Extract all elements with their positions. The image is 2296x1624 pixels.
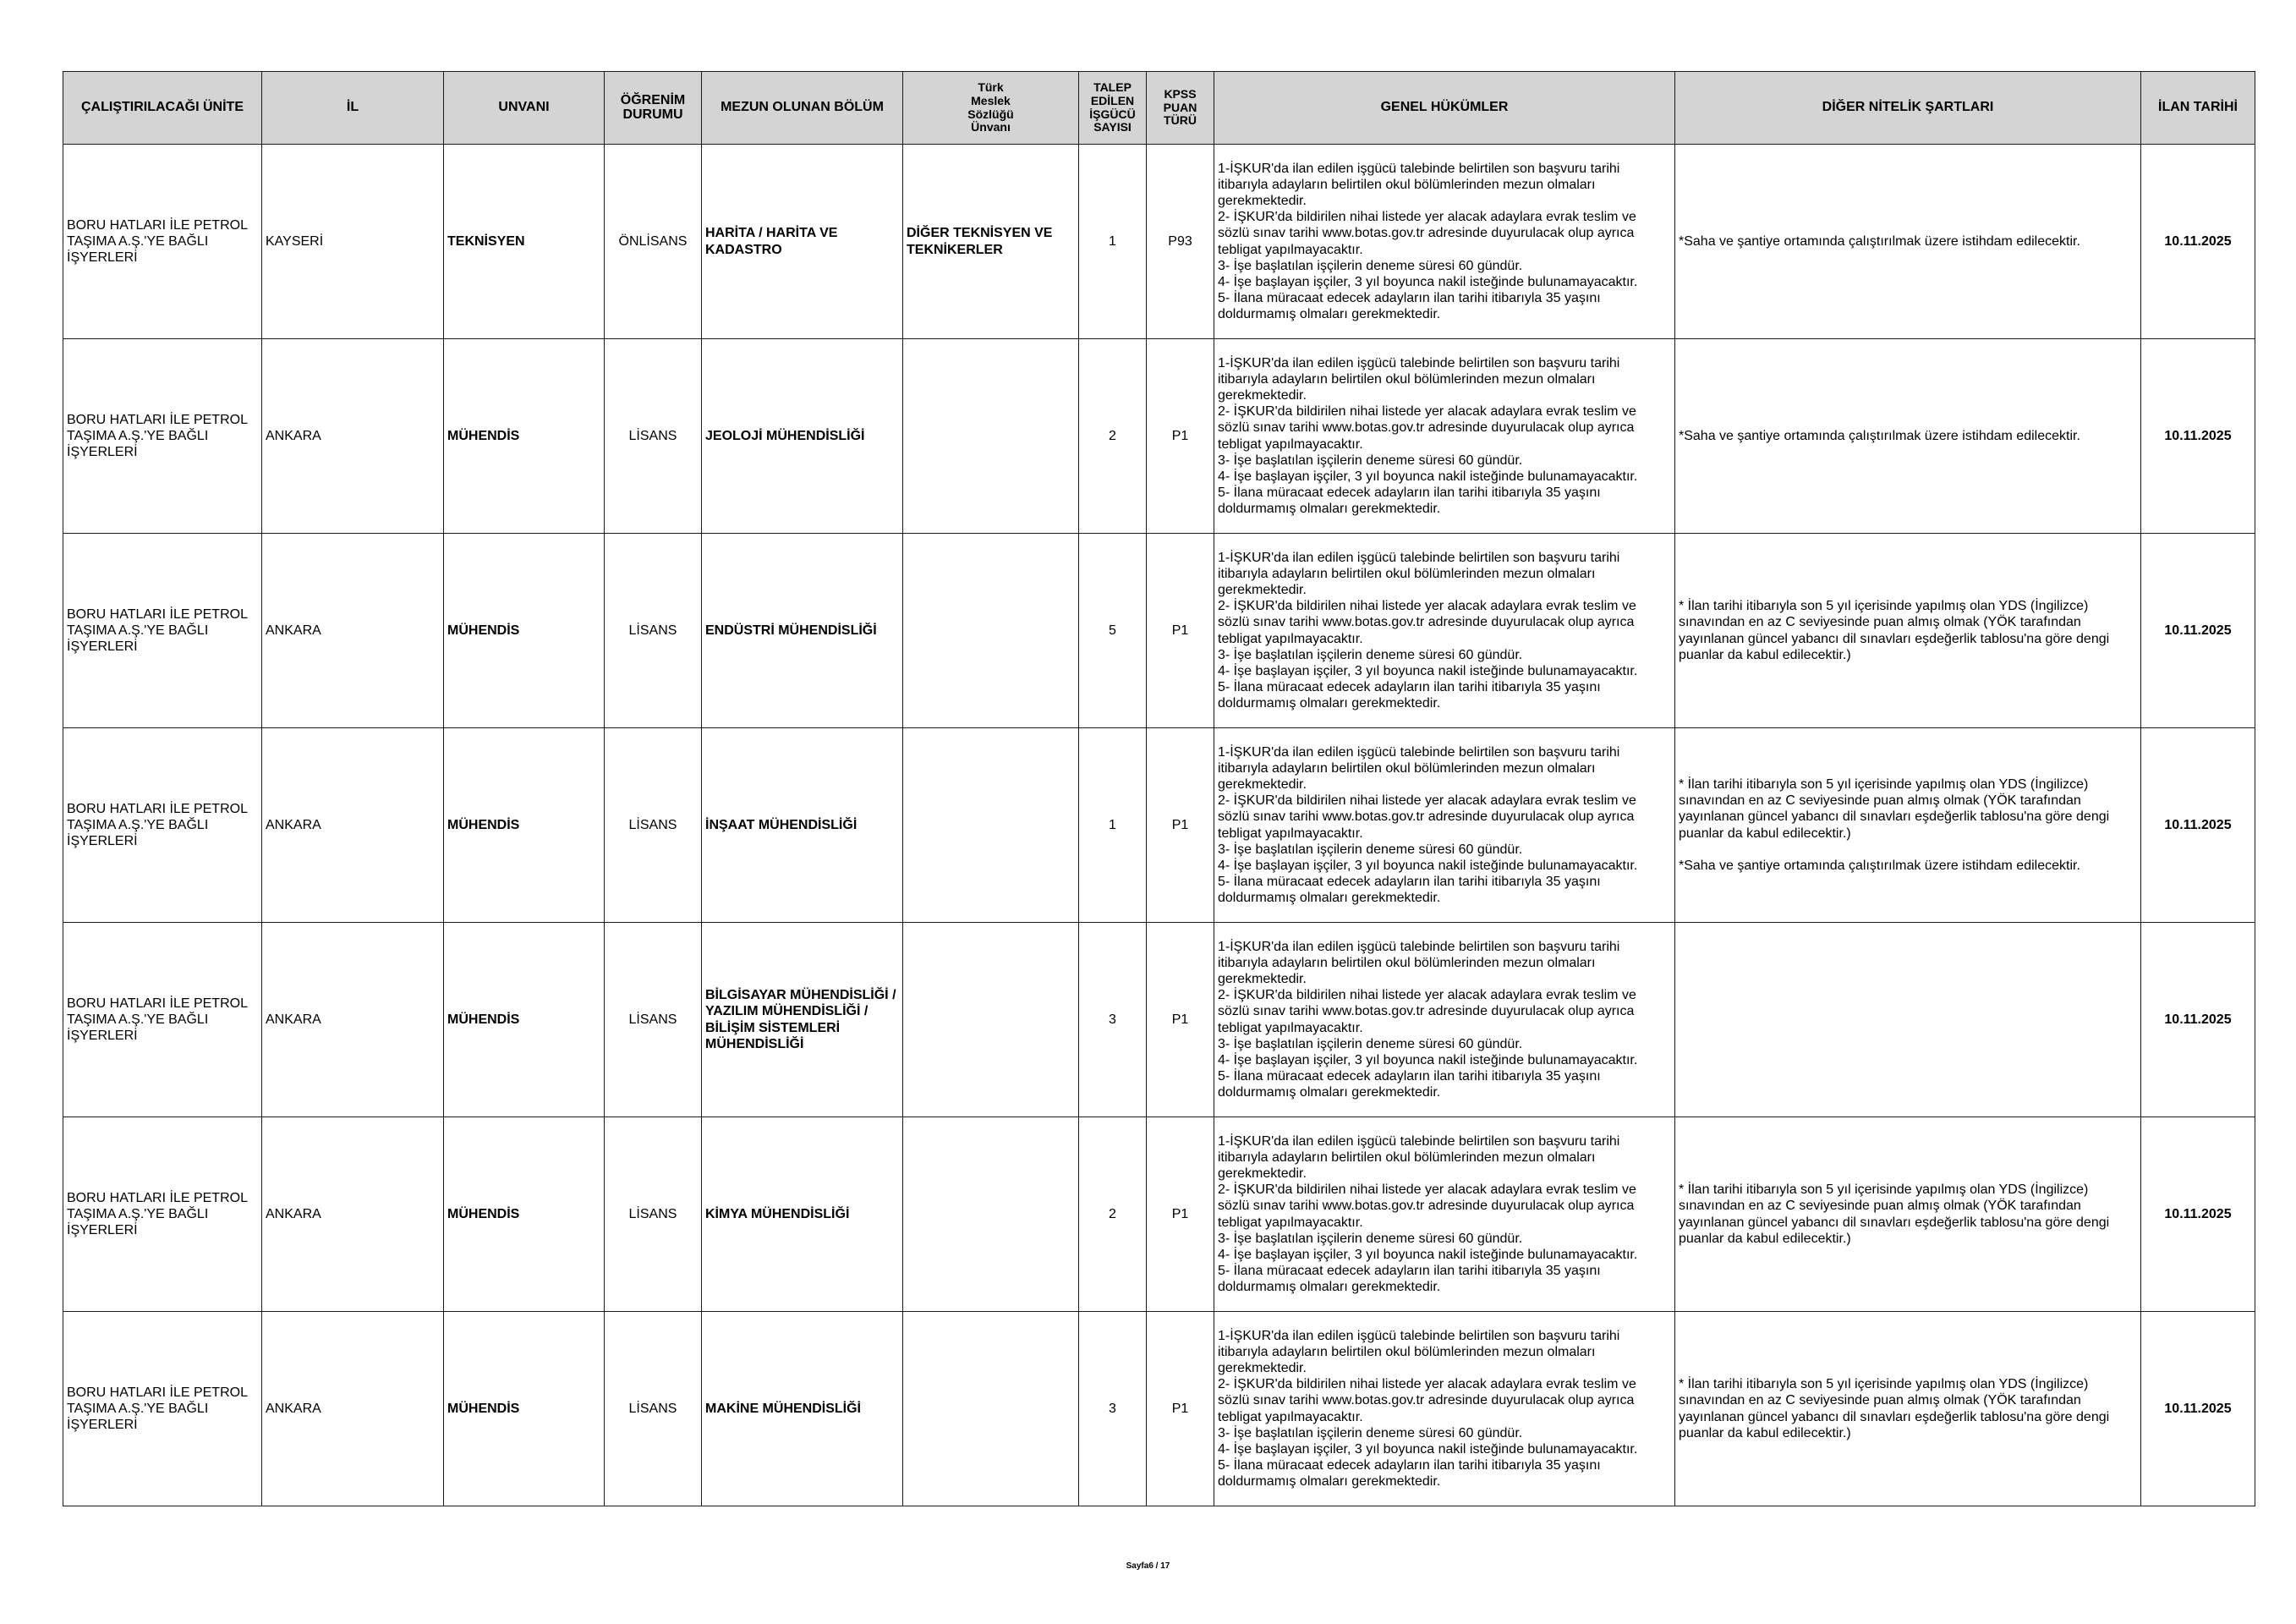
education-cell: LİSANS — [605, 339, 702, 534]
education-cell: LİSANS — [605, 1312, 702, 1506]
table-row — [63, 339, 2255, 534]
city-cell: ANKARA — [262, 534, 444, 728]
general-provisions-cell: 1-İŞKUR'da ilan edilen işgücü talebinde belirtilen son başvuru tarihi itibarıyla adayların belirtilen okul bölümlerinden mezun olmaları gerekmektedir. 2- İŞKUR'da bildirilen nihai listede yer alacak adaylara evrak teslim ve sözlü sınav tarihi www.botas.gov.tr adresinde duyurulacak olup ayrıca tebligat yapılmayacaktır. 3- İşe başlatılan işçilerin deneme süresi 60 gündür. 4- İşe başlayan işçiler, 3 yıl boyunca nakil isteğinde bulunamayacaktır. 5- İlana müracaat edecek adayların ilan tarihi itibarıyla 35 yaşını doldurmamış olmaları gerekmektedir. — [1214, 728, 1675, 923]
table-row — [63, 1312, 2255, 1506]
date-cell: 10.11.2025 — [2141, 339, 2255, 534]
education-cell: LİSANS — [605, 728, 702, 923]
header-kpss: KPSS PUAN TÜRÜ — [1147, 72, 1214, 145]
city-cell: ANKARA — [262, 339, 444, 534]
table-row — [63, 145, 2255, 339]
other-requirements-cell: * İlan tarihi itibarıyla son 5 yıl içerisinde yapılmış olan YDS (İngilizce) sınavından en az C seviyesinde puan almış olmak (YÖK tarafından yayınlanan güncel yabancı dil sınavları eşdeğerlik tablosu'na göre dengi puanlar da kabul edilecektir.) — [1675, 1117, 2141, 1312]
count-cell: 1 — [1079, 728, 1147, 923]
unit-cell: BORU HATLARI İLE PETROL TAŞIMA A.Ş.'YE BAĞLI İŞYERLERİ — [63, 145, 262, 339]
occupation-cell — [903, 923, 1079, 1117]
kpss-cell: P1 — [1147, 339, 1214, 534]
other-requirements-cell: * İlan tarihi itibarıyla son 5 yıl içerisinde yapılmış olan YDS (İngilizce) sınavından en az C seviyesinde puan almış olmak (YÖK tarafından yayınlanan güncel yabancı dil sınavları eşdeğerlik tablosu'na göre dengi puanlar da kabul edilecektir.) — [1675, 534, 2141, 728]
table-row — [63, 923, 2255, 1117]
unit-cell: BORU HATLARI İLE PETROL TAŞIMA A.Ş.'YE BAĞLI İŞYERLERİ — [63, 1117, 262, 1312]
city-cell: ANKARA — [262, 1117, 444, 1312]
unit-cell: BORU HATLARI İLE PETROL TAŞIMA A.Ş.'YE BAĞLI İŞYERLERİ — [63, 339, 262, 534]
header-row — [63, 72, 2255, 145]
department-cell: İNŞAAT MÜHENDİSLİĞİ — [702, 728, 903, 923]
unit-cell: BORU HATLARI İLE PETROL TAŞIMA A.Ş.'YE BAĞLI İŞYERLERİ — [63, 1312, 262, 1506]
date-cell: 10.11.2025 — [2141, 728, 2255, 923]
other-requirements-cell — [1675, 923, 2141, 1117]
occupation-cell — [903, 339, 1079, 534]
date-cell: 10.11.2025 — [2141, 1312, 2255, 1506]
count-cell: 2 — [1079, 339, 1147, 534]
header-other: DİĞER NİTELİK ŞARTLARI — [1675, 72, 2141, 145]
title-cell: MÜHENDİS — [444, 923, 605, 1117]
title-cell: MÜHENDİS — [444, 339, 605, 534]
occupation-cell — [903, 1312, 1079, 1506]
table-row — [63, 534, 2255, 728]
header-occupation: Türk Meslek Sözlüğü Ünvanı — [903, 72, 1079, 145]
education-cell: LİSANS — [605, 1117, 702, 1312]
other-requirements-cell: *Saha ve şantiye ortamında çalıştırılmak üzere istihdam edilecektir. — [1675, 145, 2141, 339]
date-cell: 10.11.2025 — [2141, 145, 2255, 339]
city-cell: ANKARA — [262, 923, 444, 1117]
kpss-cell: P93 — [1147, 145, 1214, 339]
education-cell: ÖNLİSANS — [605, 145, 702, 339]
department-cell: HARİTA / HARİTA VE KADASTRO — [702, 145, 903, 339]
job-listing-table — [63, 71, 2255, 1506]
count-cell: 1 — [1079, 145, 1147, 339]
department-cell: ENDÜSTRİ MÜHENDİSLİĞİ — [702, 534, 903, 728]
occupation-cell — [903, 1117, 1079, 1312]
unit-cell: BORU HATLARI İLE PETROL TAŞIMA A.Ş.'YE BAĞLI İŞYERLERİ — [63, 534, 262, 728]
title-cell: MÜHENDİS — [444, 534, 605, 728]
kpss-cell: P1 — [1147, 1312, 1214, 1506]
general-provisions-cell: 1-İŞKUR'da ilan edilen işgücü talebinde belirtilen son başvuru tarihi itibarıyla adayların belirtilen okul bölümlerinden mezun olmaları gerekmektedir. 2- İŞKUR'da bildirilen nihai listede yer alacak adaylara evrak teslim ve sözlü sınav tarihi www.botas.gov.tr adresinde duyurulacak olup ayrıca tebligat yapılmayacaktır. 3- İşe başlatılan işçilerin deneme süresi 60 gündür. 4- İşe başlayan işçiler, 3 yıl boyunca nakil isteğinde bulunamayacaktır. 5- İlana müracaat edecek adayların ilan tarihi itibarıyla 35 yaşını doldurmamış olmaları gerekmektedir. — [1214, 534, 1675, 728]
unit-cell: BORU HATLARI İLE PETROL TAŞIMA A.Ş.'YE BAĞLI İŞYERLERİ — [63, 923, 262, 1117]
occupation-cell: DİĞER TEKNİSYEN VE TEKNİKERLER — [903, 145, 1079, 339]
department-cell: KİMYA MÜHENDİSLİĞİ — [702, 1117, 903, 1312]
date-cell: 10.11.2025 — [2141, 923, 2255, 1117]
kpss-cell: P1 — [1147, 534, 1214, 728]
general-provisions-cell: 1-İŞKUR'da ilan edilen işgücü talebinde belirtilen son başvuru tarihi itibarıyla adayların belirtilen okul bölümlerinden mezun olmaları gerekmektedir. 2- İŞKUR'da bildirilen nihai listede yer alacak adaylara evrak teslim ve sözlü sınav tarihi www.botas.gov.tr adresinde duyurulacak olup ayrıca tebligat yapılmayacaktır. 3- İşe başlatılan işçilerin deneme süresi 60 gündür. 4- İşe başlayan işçiler, 3 yıl boyunca nakil isteğinde bulunamayacaktır. 5- İlana müracaat edecek adayların ilan tarihi itibarıyla 35 yaşını doldurmamış olmaları gerekmektedir. — [1214, 339, 1675, 534]
city-cell: KAYSERİ — [262, 145, 444, 339]
kpss-cell: P1 — [1147, 728, 1214, 923]
page-number: Sayfa6 / 17 — [1126, 1561, 1170, 1571]
table-row — [63, 1117, 2255, 1312]
education-cell: LİSANS — [605, 534, 702, 728]
general-provisions-cell: 1-İŞKUR'da ilan edilen işgücü talebinde belirtilen son başvuru tarihi itibarıyla adayların belirtilen okul bölümlerinden mezun olmaları gerekmektedir. 2- İŞKUR'da bildirilen nihai listede yer alacak adaylara evrak teslim ve sözlü sınav tarihi www.botas.gov.tr adresinde duyurulacak olup ayrıca tebligat yapılmayacaktır. 3- İşe başlatılan işçilerin deneme süresi 60 gündür. 4- İşe başlayan işçiler, 3 yıl boyunca nakil isteğinde bulunamayacaktır. 5- İlana müracaat edecek adayların ilan tarihi itibarıyla 35 yaşını doldurmamış olmaları gerekmektedir. — [1214, 1312, 1675, 1506]
department-cell: BİLGİSAYAR MÜHENDİSLİĞİ / YAZILIM MÜHENDİSLİĞİ / BİLİŞİM SİSTEMLERİ MÜHENDİSLİĞİ — [702, 923, 903, 1117]
header-general: GENEL HÜKÜMLER — [1214, 72, 1675, 145]
title-cell: MÜHENDİS — [444, 728, 605, 923]
date-cell: 10.11.2025 — [2141, 534, 2255, 728]
header-department: MEZUN OLUNAN BÖLÜM — [702, 72, 903, 145]
other-requirements-cell: * İlan tarihi itibarıyla son 5 yıl içerisinde yapılmış olan YDS (İngilizce) sınavından en az C seviyesinde puan almış olmak (YÖK tarafından yayınlanan güncel yabancı dil sınavları eşdeğerlik tablosu'na göre dengi puanlar da kabul edilecektir.) — [1675, 1312, 2141, 1506]
kpss-cell: P1 — [1147, 1117, 1214, 1312]
department-cell: JEOLOJİ MÜHENDİSLİĞİ — [702, 339, 903, 534]
header-count: TALEP EDİLEN İŞGÜCÜ SAYISI — [1079, 72, 1147, 145]
header-education: ÖĞRENİM DURUMU — [605, 72, 702, 145]
count-cell: 3 — [1079, 1312, 1147, 1506]
kpss-cell: P1 — [1147, 923, 1214, 1117]
header-unit: ÇALIŞTIRILACAĞI ÜNİTE — [63, 72, 262, 145]
table-row — [63, 728, 2255, 923]
date-cell: 10.11.2025 — [2141, 1117, 2255, 1312]
header-date: İLAN TARİHİ — [2141, 72, 2255, 145]
other-requirements-cell: * İlan tarihi itibarıyla son 5 yıl içerisinde yapılmış olan YDS (İngilizce) sınavından en az C seviyesinde puan almış olmak (YÖK tarafından yayınlanan güncel yabancı dil sınavları eşdeğerlik tablosu'na göre dengi puanlar da kabul edilecektir.) *Saha ve şantiye ortamında çalıştırılmak üzere istihdam edilecektir. — [1675, 728, 2141, 923]
general-provisions-cell: 1-İŞKUR'da ilan edilen işgücü talebinde belirtilen son başvuru tarihi itibarıyla adayların belirtilen okul bölümlerinden mezun olmaları gerekmektedir. 2- İŞKUR'da bildirilen nihai listede yer alacak adaylara evrak teslim ve sözlü sınav tarihi www.botas.gov.tr adresinde duyurulacak olup ayrıca tebligat yapılmayacaktır. 3- İşe başlatılan işçilerin deneme süresi 60 gündür. 4- İşe başlayan işçiler, 3 yıl boyunca nakil isteğinde bulunamayacaktır. 5- İlana müracaat edecek adayların ilan tarihi itibarıyla 35 yaşını doldurmamış olmaları gerekmektedir. — [1214, 1117, 1675, 1312]
count-cell: 2 — [1079, 1117, 1147, 1312]
city-cell: ANKARA — [262, 1312, 444, 1506]
education-cell: LİSANS — [605, 923, 702, 1117]
other-requirements-cell: *Saha ve şantiye ortamında çalıştırılmak üzere istihdam edilecektir. — [1675, 339, 2141, 534]
city-cell: ANKARA — [262, 728, 444, 923]
title-cell: MÜHENDİS — [444, 1312, 605, 1506]
occupation-cell — [903, 728, 1079, 923]
title-cell: MÜHENDİS — [444, 1117, 605, 1312]
header-title: UNVANI — [444, 72, 605, 145]
header-city: İL — [262, 72, 444, 145]
count-cell: 5 — [1079, 534, 1147, 728]
general-provisions-cell: 1-İŞKUR'da ilan edilen işgücü talebinde belirtilen son başvuru tarihi itibarıyla adayların belirtilen okul bölümlerinden mezun olmaları gerekmektedir. 2- İŞKUR'da bildirilen nihai listede yer alacak adaylara evrak teslim ve sözlü sınav tarihi www.botas.gov.tr adresinde duyurulacak olup ayrıca tebligat yapılmayacaktır. 3- İşe başlatılan işçilerin deneme süresi 60 gündür. 4- İşe başlayan işçiler, 3 yıl boyunca nakil isteğinde bulunamayacaktır. 5- İlana müracaat edecek adayların ilan tarihi itibarıyla 35 yaşını doldurmamış olmaları gerekmektedir. — [1214, 145, 1675, 339]
department-cell: MAKİNE MÜHENDİSLİĞİ — [702, 1312, 903, 1506]
occupation-cell — [903, 534, 1079, 728]
count-cell: 3 — [1079, 923, 1147, 1117]
title-cell: TEKNİSYEN — [444, 145, 605, 339]
general-provisions-cell: 1-İŞKUR'da ilan edilen işgücü talebinde belirtilen son başvuru tarihi itibarıyla adayların belirtilen okul bölümlerinden mezun olmaları gerekmektedir. 2- İŞKUR'da bildirilen nihai listede yer alacak adaylara evrak teslim ve sözlü sınav tarihi www.botas.gov.tr adresinde duyurulacak olup ayrıca tebligat yapılmayacaktır. 3- İşe başlatılan işçilerin deneme süresi 60 gündür. 4- İşe başlayan işçiler, 3 yıl boyunca nakil isteğinde bulunamayacaktır. 5- İlana müracaat edecek adayların ilan tarihi itibarıyla 35 yaşını doldurmamış olmaları gerekmektedir. — [1214, 923, 1675, 1117]
unit-cell: BORU HATLARI İLE PETROL TAŞIMA A.Ş.'YE BAĞLI İŞYERLERİ — [63, 728, 262, 923]
